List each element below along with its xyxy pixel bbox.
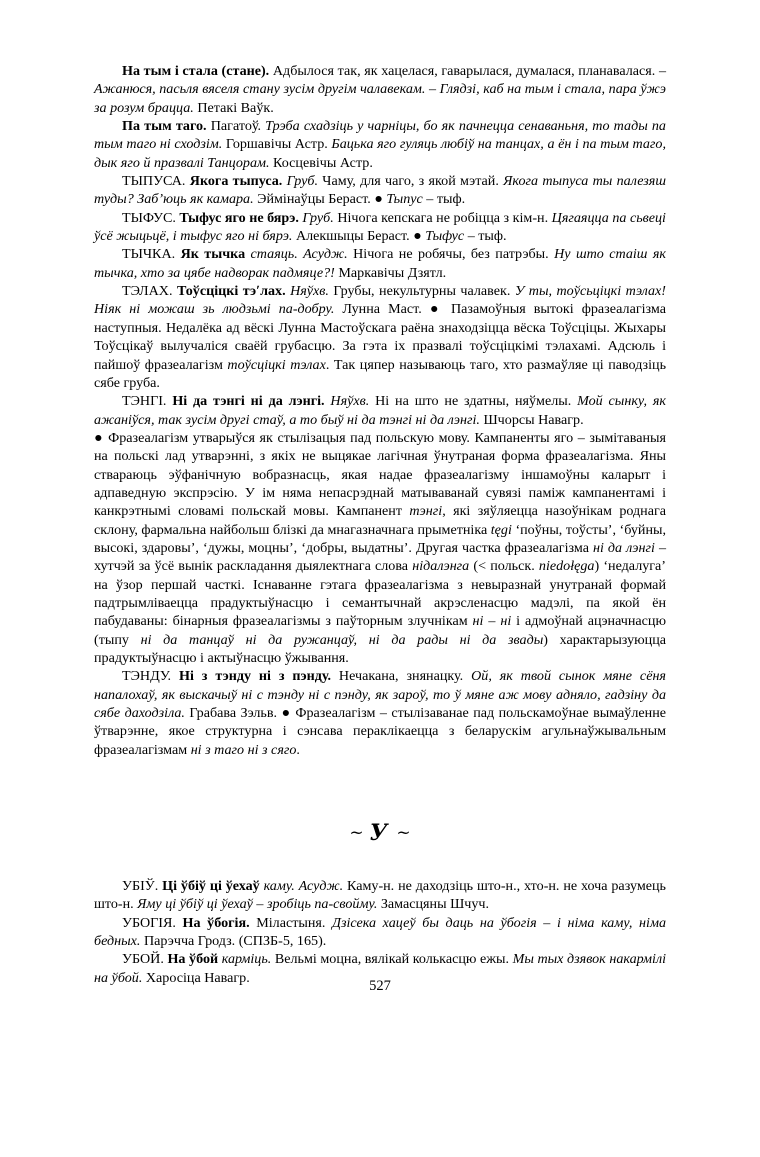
entry-headword-caps: ТЭНДУ. bbox=[122, 668, 172, 685]
entry-roman-text: Чаму, для чаго, з якой мэтай. bbox=[317, 173, 504, 190]
entry-italic-text: Тыфус bbox=[425, 228, 465, 245]
dictionary-entry bbox=[94, 117, 666, 172]
entry-roman-text: Грабава Зэльв. ● Фразеалагізм – стылізаванае пад польскамоўнае вымаўленне ўтварэнне, якое структурна і сэнсава пераклікаецца з беларускім агульнаўжывальным фразеалагізмам bbox=[94, 705, 666, 758]
entry-roman-text: ) ‘недалуга’ на ўзор першай часткі. Існаванне гэтага фразеалагізма з невыразнай унутранай формай падтрымліваецца прадуктыўнасцю і семантычнай акрэсленасцю мадэлі, па якой ён пабудаваны: бінарныя фразеалагізмы з паўторным злучнікам bbox=[94, 558, 667, 630]
entry-phrase: Ні да тэнгі ні да лэнгі. bbox=[172, 393, 325, 410]
text-column-bottom bbox=[94, 877, 666, 987]
entry-roman-text: Каму-н. не даходзіць што-н., хто-н. не хоча разумець што-н. bbox=[94, 878, 666, 913]
section-divider bbox=[0, 820, 760, 846]
dictionary-entry bbox=[94, 429, 666, 667]
entry-headword-caps: УБОГІЯ. bbox=[122, 914, 176, 931]
entry-italic-text: ні да танцаў ні да ружанцаў, ні да рады ні да звады bbox=[140, 631, 544, 648]
entry-roman-text: Эймінаўцы Бераст. ● bbox=[253, 191, 387, 208]
entry-italic-text: Бацька яго гуляць любіў на танцах, а ён і па тым таго, дык яго й празвалі Танцорам. bbox=[94, 136, 666, 171]
entry-italic-text: tęgi bbox=[490, 521, 512, 538]
entry-italic-text: Мы тых дзявок накармілі на ўбой. bbox=[94, 951, 667, 986]
divider-right-tilde: ~ bbox=[396, 823, 411, 843]
entry-italic-text: Ажанюся, пасьля вяселя стану зусім другім чалавекам. – Глядзі, каб на тым і стала, пара ўжэ за розум брацца. bbox=[94, 81, 666, 116]
entry-roman-text: ‘поўны, тоўсты’, ‘буйны, высокі, здаровы’, ‘дужы, моцны’, ‘добры, выдатны’. Другая частка фразеалагізма bbox=[94, 521, 667, 556]
entry-italic-text: Якога тыпуса ты палезяш туды? Заб’юць як камара. bbox=[94, 173, 666, 208]
entry-phrase: Ці ўбіў ці ўехаў bbox=[162, 878, 260, 894]
entry-phrase: Тоўсціцкі тэʹлах. bbox=[176, 283, 286, 300]
entry-italic-text: Трэба схадзіць у чарніцы, бо як пачнецца сенаваньня, то тады па тым таго ні сходзім. bbox=[94, 118, 666, 153]
entry-roman-text: Грубы, некультурны чалавек. bbox=[328, 283, 515, 300]
dictionary-entry bbox=[94, 667, 666, 759]
entry-roman-text: Лунна Маст. ● Пазамоўныя вытокі фразеалагізма наступныя. Недалёка ад вёскі Лунна Мастоўскага раёна знаходзіцца вёска Тоўсціцы. Жыхары Тоўсцікаў вылучаліся сваёй грубасцю. За гэта іх празвалі тоўсціцкімі тэлахамі. Адсюль і пайшоў фразеалагізм bbox=[94, 301, 666, 373]
entry-roman-text: Маркавічы Дзятл. bbox=[334, 264, 447, 281]
entry-roman-text: Парэчча Гродз. (СПЗБ-5, 165). bbox=[140, 933, 327, 950]
entry-roman-text: Пагатоў. bbox=[206, 118, 266, 135]
entry-roman-text: – хутчэй за ўсё вынік раскладання дыялектнага слова bbox=[94, 539, 666, 575]
entry-roman-text: – тыф. bbox=[422, 191, 466, 208]
entry-italic-text: Цягаяцца па сьвеці ўсё жыцьцё, і тыфус яго ні бярэ. bbox=[94, 209, 666, 245]
entry-roman-text: – тыф. bbox=[464, 228, 507, 245]
entry-italic-text: Тыпус bbox=[386, 191, 423, 208]
entry-roman-text: Шчорсы Навагр. bbox=[479, 411, 584, 428]
entry-italic-text: карміць. bbox=[218, 951, 272, 968]
entry-phrase: На ўбогія. bbox=[182, 914, 250, 931]
entry-roman-text: , які зяўляецца назоўнікам роднага склону, фармальна найбольш блізкі да мнагазначнага прыметніка bbox=[94, 503, 667, 538]
entry-italic-text: Ну што стаіш як тычка, хто за цябе надворак падмяце?! bbox=[94, 246, 666, 281]
dictionary-entry bbox=[94, 392, 666, 429]
divider-letter: У bbox=[369, 820, 391, 846]
entry-italic-text: стаяць. Асудж. bbox=[245, 246, 348, 263]
entry-roman-text: Петакі Ваўк. bbox=[193, 99, 274, 116]
entry-italic-text: Мой сынку, як ажаніўся, так зусім другі стаў, а то быў ні да тэнгі ні да лэнгі. bbox=[94, 393, 666, 428]
dictionary-entry bbox=[94, 62, 666, 117]
entry-roman-text: і адмоўнай ацэначнасцю (тыпу bbox=[94, 613, 666, 648]
entry-italic-text: нідалэнга bbox=[412, 558, 470, 575]
entry-roman-text: Адбылося так, як хацелася, гаварылася, думалася, планавалася. – bbox=[269, 63, 666, 79]
dictionary-entry bbox=[94, 877, 666, 914]
entry-italic-text: niedołęga bbox=[538, 558, 595, 575]
entry-roman-text: Горшавічы Астр. bbox=[222, 136, 332, 153]
text-column-top bbox=[94, 62, 666, 759]
dictionary-entry bbox=[94, 282, 666, 392]
entry-phrase: Якога тыпуса. bbox=[189, 173, 283, 190]
entry-roman-text: . Так цяпер называюць таго, хто размаўляе ці паводзіць сябе груба. bbox=[94, 356, 666, 391]
entry-phrase: Як тычка bbox=[180, 246, 246, 263]
entry-italic-text: Няўхв. bbox=[285, 283, 329, 300]
entry-headword-caps: ТЫЧКА. bbox=[122, 246, 176, 263]
divider-left-tilde: ~ bbox=[349, 823, 364, 843]
entry-roman-text: Нечакана, знянацку. bbox=[331, 668, 472, 685]
entry-italic-text: каму. Асудж. bbox=[259, 878, 344, 894]
entry-phrase: На тым і стала (стане). bbox=[122, 63, 270, 79]
page-number: 527 bbox=[369, 978, 391, 994]
entry-phrase: Ні з тэнду ні з пэнду. bbox=[179, 668, 332, 685]
entry-roman-text: Алекшыцы Бераст. ● bbox=[292, 228, 426, 245]
entry-italic-text: Ой, як твой сынок мяне сёня напалохаў, як выскачыў ні с тэнду ні с пэнду, як зароў, то ў мяне аж мову адняло, гадзіну да сябе даходзіла. bbox=[94, 668, 666, 722]
entry-phrase: На ўбой bbox=[167, 951, 219, 968]
entry-roman-text: Вельмі моцна, вялікай колькасцю ежы. bbox=[271, 951, 513, 968]
entry-headword-caps: УБОЙ. bbox=[122, 951, 164, 968]
entry-phrase: Тыфус яго не бярэ. bbox=[179, 209, 299, 226]
entry-roman-text: Косцевічы Астр. bbox=[269, 154, 373, 171]
entry-roman-text: (< польск. bbox=[469, 558, 539, 575]
entry-italic-text: тэнгі bbox=[409, 503, 443, 520]
entry-roman-text: Ні на што не здатны, няўмелы. bbox=[369, 393, 578, 410]
entry-roman-text: Нічога не робячы, без патрэбы. bbox=[347, 246, 555, 263]
entry-roman-text: Харосіца Навагр. bbox=[142, 969, 250, 986]
entry-italic-text: Дзісека хацеў бы даць на ўбогія – і німа каму, німа бедных. bbox=[94, 914, 666, 950]
entry-headword-caps: УБІЎ. bbox=[122, 878, 159, 894]
entry-roman-text: Нічога кепскага не робіцца з кім-н. bbox=[333, 209, 552, 226]
entry-italic-text: ні – ні bbox=[472, 613, 512, 630]
entry-italic-text: Груб. bbox=[298, 209, 334, 226]
entry-italic-text: У ты, тоўсьціцкі тэлах! Ніяк ні можаш зь людзьмі па-добру. bbox=[94, 283, 666, 318]
entry-phrase: Па тым таго. bbox=[122, 118, 207, 135]
entry-roman-text: Міластыня. bbox=[249, 914, 333, 931]
entry-italic-text: тоўсціцкі тэлах bbox=[227, 356, 326, 373]
entry-headword-caps: ТЫПУСА. bbox=[122, 173, 186, 190]
dictionary-entry bbox=[94, 172, 666, 209]
entry-headword-caps: ТЫФУС. bbox=[122, 209, 176, 226]
entry-headword-caps: ТЭЛАХ. bbox=[122, 283, 173, 300]
entry-italic-text: ні да лэнгі bbox=[592, 539, 655, 556]
entry-roman-text: Замасцяны Шчуч. bbox=[377, 896, 490, 913]
entry-italic-text: Няўхв. bbox=[324, 393, 370, 410]
entry-italic-text: Груб. bbox=[282, 173, 318, 190]
entry-italic-text: Яму ці ўбіў ці ўехаў – зробіць па-свойму. bbox=[137, 896, 378, 913]
dictionary-entry bbox=[94, 209, 666, 246]
entry-italic-text: ні з таго ні з сяго bbox=[190, 741, 297, 758]
dictionary-entry bbox=[94, 245, 666, 282]
entry-headword-caps: ТЭНГІ. bbox=[122, 393, 167, 410]
dictionary-entry bbox=[94, 914, 666, 951]
entry-roman-text: ● Фразеалагізм утварыўся як стылізацыя пад польскую мову. Кампаненты яго – зымітаваныя на польскі лад утварэнні, з якіх не выцякае лагічная ўнутраная форма фразеалагізма. Яны ствараюць эўфанічную вобразнасць, якая надае фразеалагізму іншамоўны каларыт і адпаведную экспрэсію. У ім няма непасрэднай матываванай сувязі паміж кампанентамі і канкрэтнымі словамі польскай мовы. Кампанент bbox=[94, 429, 666, 520]
entry-roman-text: ) характарызуюцца прадуктыўнасцю і актыўнасцю ўжывання. bbox=[94, 631, 666, 666]
entry-roman-text: . bbox=[296, 741, 300, 758]
